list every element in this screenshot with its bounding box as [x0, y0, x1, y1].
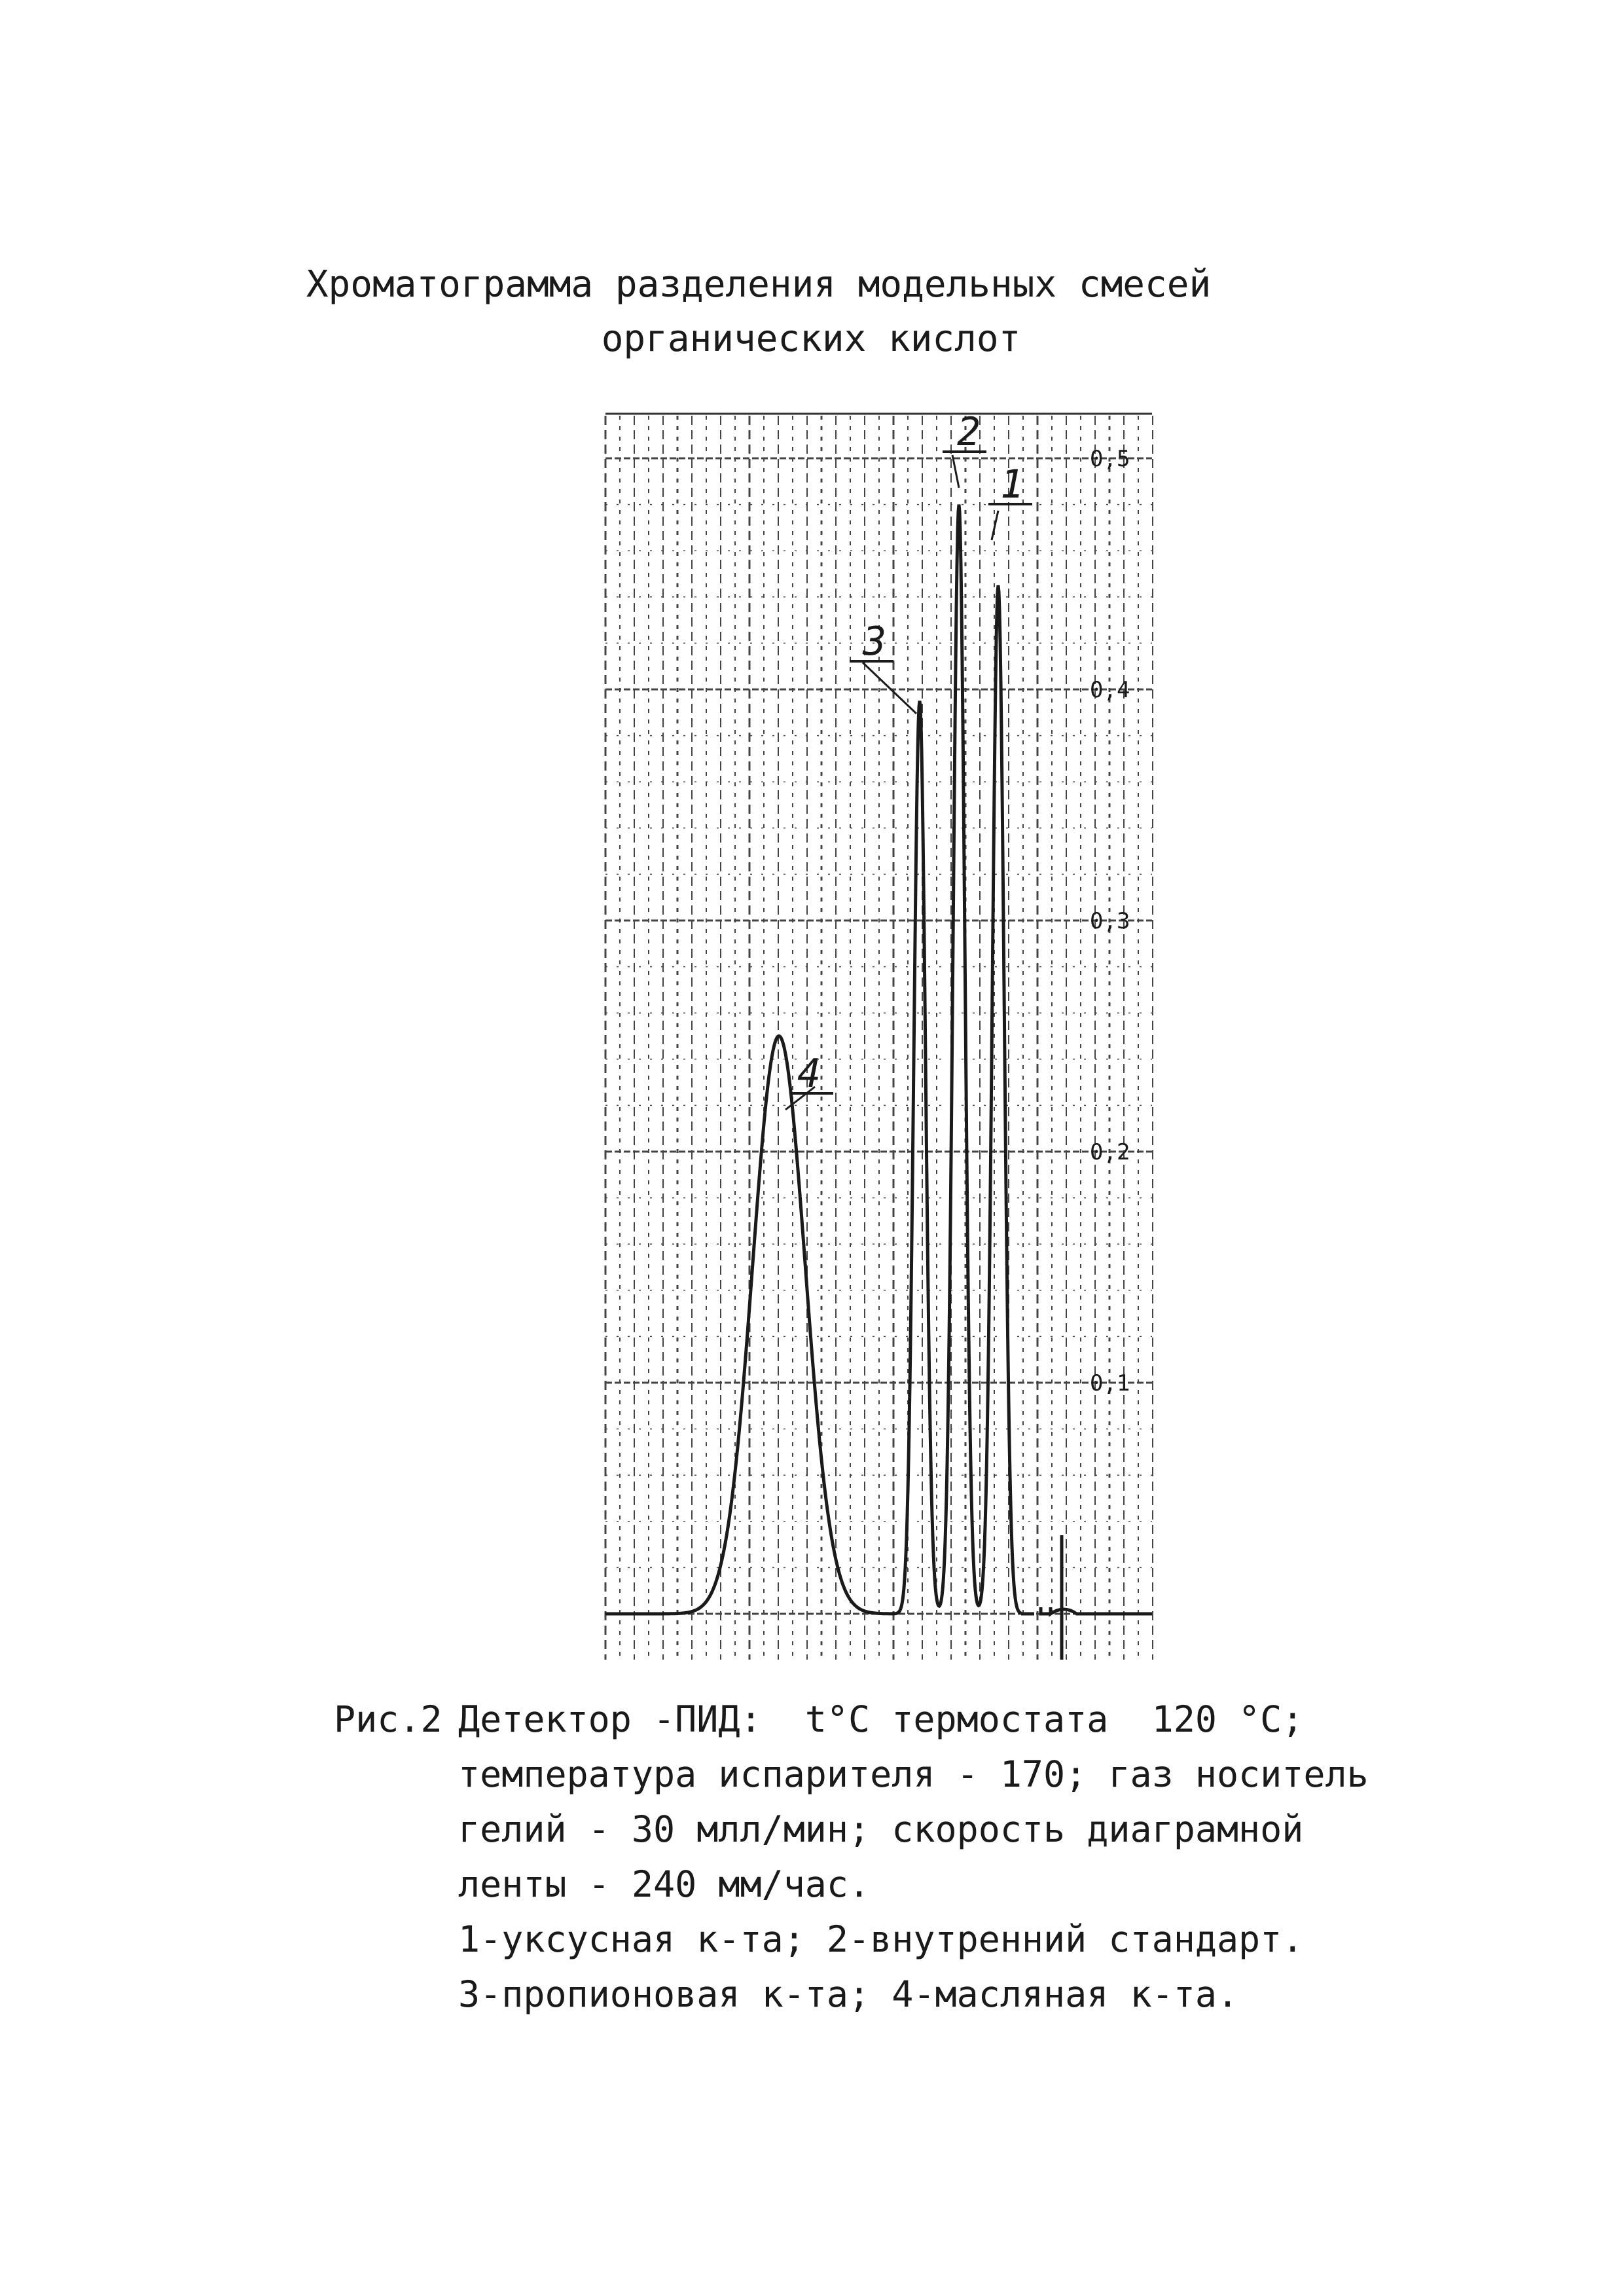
chart-title-line1: Хроматограмма разделения модельных смесей: [306, 263, 1212, 306]
baseline-line: [1021, 1535, 1152, 1660]
peak-label-3: 3: [863, 619, 887, 665]
caption-line4: ленты - 240 мм/час.: [458, 1863, 871, 1905]
peak-leader-line: [952, 455, 959, 488]
y-tick-label: 0,1: [1090, 1370, 1130, 1396]
y-tick-label: 0,4: [1090, 677, 1130, 703]
caption-line3: гелий - 30 млл/мин; скорость диаграмной: [458, 1808, 1304, 1850]
caption-line1: Детектор -ПИД: t°C термостата 120 °C;: [458, 1698, 1304, 1740]
chart-title-line2: органических кислот: [601, 318, 1021, 360]
caption-line6: 3-пропионовая к-та; 4-масляная к-та.: [458, 1973, 1239, 2015]
caption-prefix: Рис.2: [334, 1698, 442, 1740]
y-tick-label: 0,5: [1090, 446, 1130, 472]
caption-line5: 1-уксусная к-та; 2-внутренний стандарт.: [458, 1918, 1304, 1960]
y-tick-label: 0,3: [1090, 908, 1130, 934]
caption-line2: температура испарителя - 170; газ носитель: [458, 1753, 1369, 1795]
chromatogram-chart: [589, 393, 1178, 1676]
peak-label-4: 4: [797, 1051, 821, 1097]
peak-leader-line: [992, 511, 998, 540]
y-tick-label: 0,2: [1090, 1139, 1130, 1165]
peak-label-1: 1: [1000, 462, 1024, 507]
grid-vertical-lines: [605, 416, 1153, 1660]
peak-label-2: 2: [957, 409, 981, 455]
